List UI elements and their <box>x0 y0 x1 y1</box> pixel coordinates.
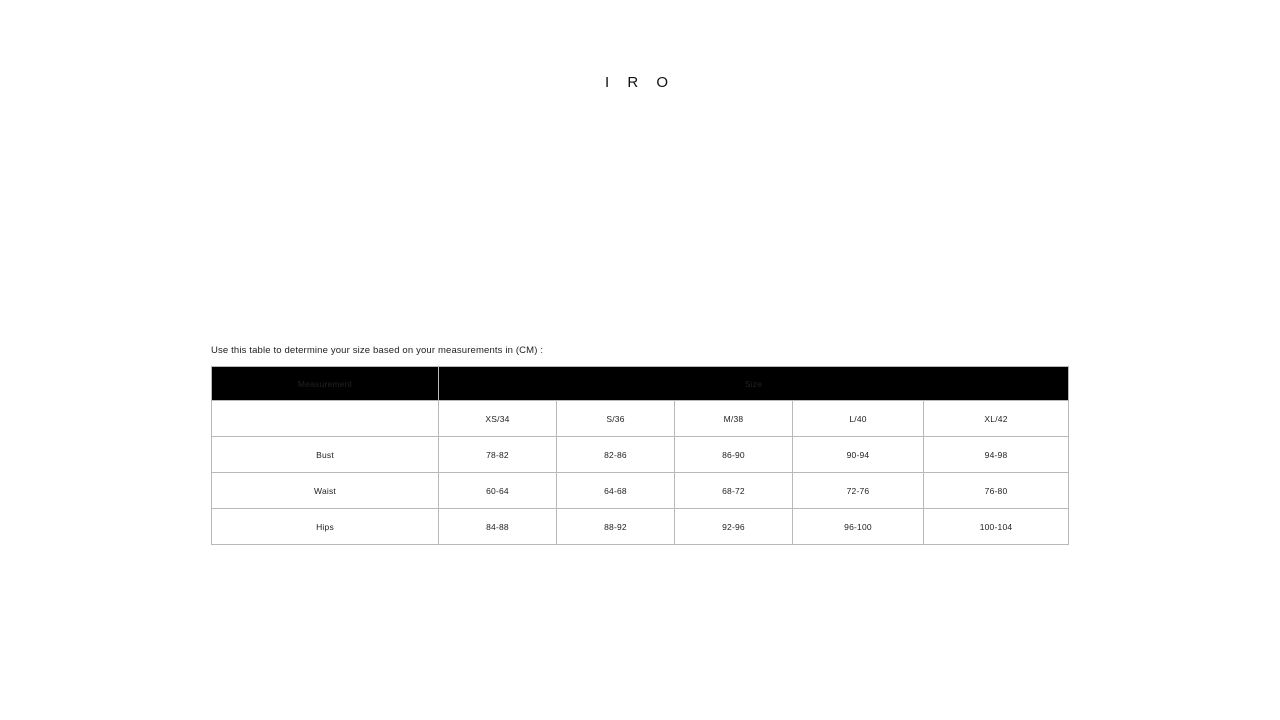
intro-text: Use this table to determine your size based on your measurements in (CM) : <box>211 345 544 356</box>
table-row <box>212 437 1069 473</box>
cell-bust-xl: 94-98 <box>924 437 1069 473</box>
cell-bust-s: 82-86 <box>557 437 675 473</box>
cell-hips-s: 88-92 <box>557 509 675 545</box>
size-guide-content <box>211 345 1068 545</box>
empty-corner-cell <box>212 401 439 437</box>
size-label-xs: XS/34 <box>439 401 557 437</box>
header-measurement: Measurement <box>212 367 439 401</box>
cell-bust-xs: 78-82 <box>439 437 557 473</box>
size-label-m: M/38 <box>675 401 793 437</box>
table-row-size-labels <box>212 401 1069 437</box>
header-size: Size <box>439 367 1069 401</box>
size-label-s: S/36 <box>557 401 675 437</box>
row-label-bust: Bust <box>212 437 439 473</box>
cell-hips-l: 96-100 <box>793 509 924 545</box>
size-label-l: L/40 <box>793 401 924 437</box>
row-label-hips: Hips <box>212 509 439 545</box>
cell-hips-xl: 100-104 <box>924 509 1069 545</box>
size-chart-table <box>211 366 1069 545</box>
cell-waist-xs: 60-64 <box>439 473 557 509</box>
cell-bust-m: 86-90 <box>675 437 793 473</box>
cell-hips-m: 92-96 <box>675 509 793 545</box>
cell-hips-xs: 84-88 <box>439 509 557 545</box>
cell-waist-l: 72-76 <box>793 473 924 509</box>
table-row <box>212 509 1069 545</box>
brand-logo: I R O <box>604 74 675 91</box>
cell-bust-l: 90-94 <box>793 437 924 473</box>
row-label-waist: Waist <box>212 473 439 509</box>
size-label-xl: XL/42 <box>924 401 1069 437</box>
table-header-row <box>212 367 1069 401</box>
cell-waist-xl: 76-80 <box>924 473 1069 509</box>
cell-waist-s: 64-68 <box>557 473 675 509</box>
table-row <box>212 473 1069 509</box>
cell-waist-m: 68-72 <box>675 473 793 509</box>
